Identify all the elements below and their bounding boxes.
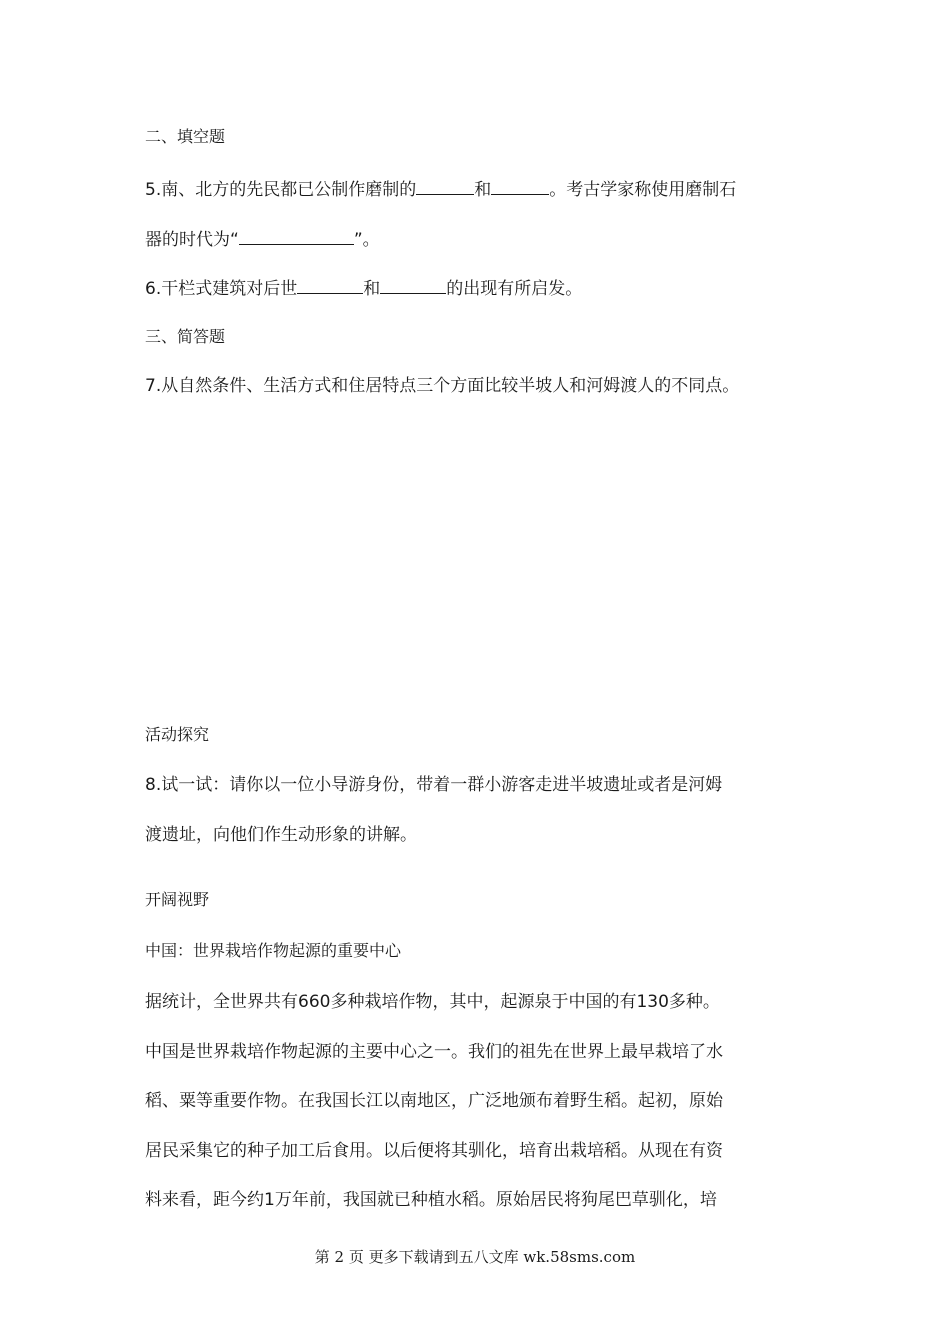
answer-blank[interactable] (239, 226, 354, 245)
article-line: 稻、粟等重要作物。在我国长江以南地区，广泛地颁布着野生稻。起初，原始 (145, 1091, 723, 1111)
article-line: 料来看，距今约1万年前，我国就已种植水稻。原始居民将狗尾巴草驯化，培 (145, 1190, 717, 1210)
article-line: 据统计，全世界共有660多种栽培作物，其中，起源泉于中国的有130多种。 (145, 992, 720, 1012)
question-text: 的出现有所启发。 (446, 279, 583, 299)
page-footer: 第 2 页 更多下载请到五八文库 wk.58sms.com (314, 1248, 636, 1266)
answer-blank[interactable] (491, 176, 549, 195)
question-5-line-2 (145, 226, 380, 252)
question-6 (145, 275, 582, 301)
question-text: 试一试：请你以一位小导游身份，带着一群小游客走进半坡遗址或者是河姆 (161, 775, 723, 795)
question-5-line-1 (145, 176, 736, 202)
question-8-line-1 (145, 773, 722, 797)
section-heading-fill-blank: 二、填空题 (145, 127, 226, 146)
section-heading-activity: 活动探究 (145, 725, 210, 744)
question-text: 和 (474, 180, 492, 200)
answer-blank[interactable] (416, 176, 474, 195)
section-heading-horizon: 开阔视野 (145, 890, 210, 909)
question-number: 6. (145, 279, 162, 299)
question-text: 从自然条件、生活方式和住居特点三个方面比较半坡人和河姆渡人的不同点。 (161, 376, 740, 396)
section-heading-short-answer: 三、简答题 (145, 327, 226, 346)
question-text: 。考古学家称使用磨制石 (549, 180, 737, 200)
question-text: 器的时代为“ (145, 230, 239, 250)
answer-blank[interactable] (297, 275, 363, 294)
article-line: 中国是世界栽培作物起源的主要中心之一。我们的祖先在世界上最早栽培了水 (145, 1042, 723, 1062)
question-8-line-2: 渡遗址，向他们作生动形象的讲解。 (145, 825, 417, 845)
question-number: 7. (145, 376, 162, 396)
question-text: 和 (363, 279, 381, 299)
question-text: ”。 (353, 230, 380, 250)
question-number: 5. (145, 180, 162, 200)
answer-blank[interactable] (380, 275, 446, 294)
question-text: 南、北方的先民都已公制作磨制的 (161, 180, 417, 200)
article-subtitle: 中国：世界栽培作物起源的重要中心 (145, 941, 402, 960)
question-text: 干栏式建筑对后世 (161, 279, 298, 299)
article-line: 居民采集它的种子加工后食用。以后便将其驯化，培育出栽培稻。从现在有资 (145, 1141, 723, 1161)
question-7 (145, 374, 739, 398)
question-number: 8. (145, 775, 162, 795)
